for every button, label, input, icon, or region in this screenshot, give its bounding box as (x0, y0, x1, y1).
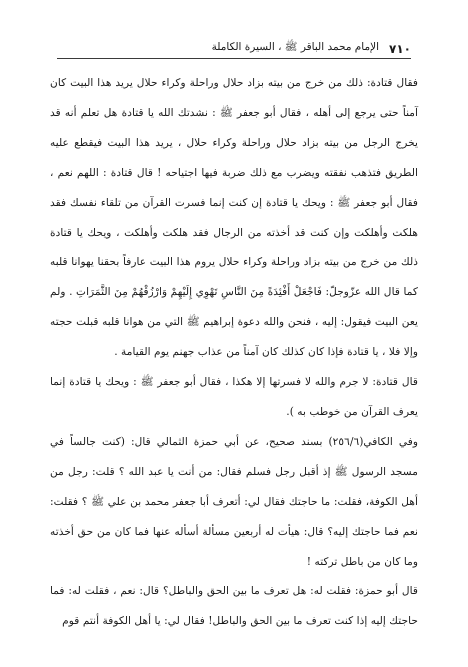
page-header (57, 36, 411, 56)
page-body (50, 68, 418, 636)
header-rule (57, 58, 411, 59)
paragraph-3: وفي الكافي(٢٥٦/٦) بسند صحيح، عن أبي حمزة الثمالي قال: (كنت جالساً في مسجد الرسول ﷺ إذ أقبل رجل فسلم فقال: من أنت يا عبد الله ؟ قلت: رجل من أهل الكوفة، فقلت: ما حاجتك فقال لي: أتعرف أبا جعفر محمد بن علي ﷺ ؟ فقلت: نعم فما حاجتك إليه؟ قال: هيأت له أربعين مسألة أسأله عنها فما كان من حق أخذته وما كان من باطل تركته ! (50, 434, 418, 568)
page-number: ٧١٠ (389, 42, 411, 56)
running-title: الإمام محمد الباقر ﷺ ، السيرة الكاملة (211, 41, 380, 53)
paragraph-2: قال قتادة: لا جرم والله لا فسرتها إلا هكذا ، فقال أبو جعفر ﷺ : ويحك يا قتادة إنما يعرف القرآن من خوطب به ). (50, 375, 418, 418)
paragraph-1: فقال قتادة: ذلك من خرج من بيته بزاد حلال وراحلة وكراء حلال يريد هذا البيت كان آمناً حتى يرجع إلى أهله ، فقال أبو جعفر ﷺ : نشدتك الله يا قتادة هل تعلم أنه قد يخرج الرجل من بيته بزاد حلال وراحلة وكراء حلال ، يريد هذا البيت فيقطع عليه الطريق فتذهب نفقته ويضرب مع ذلك ضربة فيها اجتياحه ! قال قتادة : اللهم نعم ، فقال أبو جعفر ﷺ : ويحك يا قتادة إن كنت إنما فسرت القرآن من تلقاء نفسك فقد هلكت وأهلكت وإن كنت قد أخذته من الرجال فقد هلكت وأهلكت ، ويحك يا قتادة ذلك من خرج من بيته بزاد وراحلة وكراء حلال يروم هذا البيت عارفاً بحقنا يهوانا قلبه كما قال الله عزّوجلّ: فَاجْعَلْ أَفْئِدَةً مِنَ النَّاسِ تَهْوِي إِلَيْهِمْ وَارْزُقْهُمْ مِنَ الثَّمَرَاتِ . ولم يعن البيت فيقول: إليه ، فنحن والله دعوة إبراهيم ﷺ التي من هوانا قلبه قبلت حجته وإلا فلا ، يا قتادة فإذا كان كذلك كان آمناً من عذاب جهنم يوم القيامة . (50, 76, 418, 359)
paragraph-4: قال أبو حمزة: فقلت له: هل تعرف ما بين الحق والباطل؟ قال: نعم ، فقلت له: فما حاجتك إليه إذا كنت تعرف ما بين الحق والباطل! فقال لي: يا أهل الكوفة أنتم قوم (50, 584, 418, 628)
